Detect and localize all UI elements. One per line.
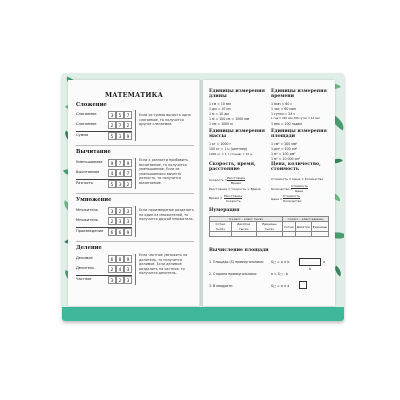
unit-line: 1 м² = 100 дм² [271,152,296,156]
digit-cell: 3 [108,276,116,284]
formula-numerator: Расстояние [227,176,246,180]
rule-note: Если произведение разделить на один из множителей, то получится другой множитель. [139,208,194,222]
row-label: Разность [76,181,94,185]
unit-line: 1 дм = 10 см [209,107,231,111]
divider [135,158,136,189]
formula-denominator: Цена [295,189,303,193]
formula-lhs: Количество = [271,187,293,191]
row-label: Вычитаемое [76,170,100,174]
class-header: I класс – класс единиц [283,217,329,222]
digit-cell: 9 [124,228,132,236]
table-row [76,159,134,168]
divider [135,110,136,141]
digit-cell: 9 [108,159,116,167]
digit-cell: 9 [124,132,132,140]
unit-line: 1 век = 100 годам [271,122,302,126]
digit-cell: 2 [116,276,124,284]
formula-numerator: Расстояние [224,194,243,198]
unit-line: 1 дм² = 100 см² [271,147,298,151]
section-title-area-units: Единицы измерения площади [271,129,327,140]
row-label: Слагаемое [76,112,97,116]
digit-cell: 7 [124,111,132,119]
formula-denominator: Скорость [226,199,241,203]
divider [135,254,136,285]
digit-cell: 7 [124,169,132,177]
left-page [68,80,200,306]
row-label: Множитель [76,218,98,222]
table-row [76,276,134,285]
area-item: 2. Сторона прямоугольника: [209,272,258,276]
section-title-price: Цена, количество, стоимость [271,162,321,173]
unit-line: 1000 кг = 1 т (тонна) = 10 ц [209,152,253,156]
digit-cell: 3 [116,217,124,225]
section-title-multiplication: Умножение [76,197,112,203]
rank-cell: Десятки тысяч [231,222,256,232]
digit-cell: 2 [108,121,116,129]
formula-lhs: Скорость = [209,178,228,182]
digit-cell: 2 [108,265,116,273]
unit-line: 1 сутки = 24 ч [271,112,296,116]
section-title-time: Единицы измерения времени [271,89,327,100]
empty-cell [256,232,282,237]
sum-rule [76,227,132,228]
square-figure [299,281,307,289]
row-label: Сумма [76,133,89,137]
class-header: II класс – класс тысяч [210,217,283,222]
digit-cell: 4 [116,169,124,177]
digit-cell: 3 [116,180,124,188]
unit-line: 1 кг = 1000 г [209,142,232,146]
section-title-length: Единицы измерения длины [209,89,265,100]
unit-line: 1 мин = 60 с [271,102,293,106]
section-title-addition: Сложение [76,102,107,108]
digit-cell: 8 [116,255,124,263]
formula-numerator: Стоимость [291,184,308,188]
digit-cell: 3 [124,217,132,225]
digit-cell: 2 [124,180,132,188]
digit-cell: 5 [116,111,124,119]
digit-cell: 3 [124,207,132,215]
empty-cell [231,232,256,237]
table-row [76,255,134,264]
digit-cell: 2 [108,217,116,225]
digit-cell: 3 [108,207,116,215]
formula-lhs: Время = [209,196,223,200]
unit-line: 1 м = 10 дм [209,112,229,116]
rect-side-label: a [323,260,325,264]
digit-cell: 7 [116,159,124,167]
row-label: Уменьшаемое [76,160,103,164]
empty-cell [311,232,328,237]
rule-note: Если из суммы вычесть одно слагаемое, то получится другое слагаемое. [139,113,191,127]
divider [76,193,194,194]
digit-cell: 3 [124,276,132,284]
empty-cell [295,232,311,237]
rank-cell: Единицы тысяч [256,222,282,232]
rule-note: Если частное умножить на делитель, то получится делимое. Если делимое разделить на частное, то получится делитель. [139,253,188,276]
table-row [76,111,134,120]
section-title-subtraction: Вычитание [76,149,111,155]
table-row [76,228,134,237]
table-row [76,132,134,141]
unit-line: 1 см² = 100 мм² [271,142,298,146]
cover-band [62,307,344,321]
rank-cell: Единицы [311,222,328,232]
digit-cell: 5 [108,132,116,140]
digit-cell: 3 [116,132,124,140]
unit-line: 1 км = 1000 м [209,122,233,126]
formula-denominator: Количество [283,199,302,203]
row-label: Множитель [76,208,98,212]
empty-cell [210,232,232,237]
digit-cell: 9 [124,159,132,167]
table-row [76,121,134,130]
divider [76,241,194,242]
section-title-mass: Единицы измерения массы [209,129,265,140]
table-row [76,217,134,226]
sum-rule [76,131,132,132]
divider [76,145,194,146]
digit-cell: 9 [124,255,132,263]
section-title-speed: Скорость, время, расстояние [209,162,256,173]
row-label: Делитель [76,266,95,270]
digit-cell: 2 [124,121,132,129]
digit-cell: 3 [108,111,116,119]
empty-cell [283,232,296,237]
digit-cell: 3 [124,265,132,273]
divider [135,206,136,237]
sum-rule [76,179,132,180]
unit-line: 1 год = 365 или 366 суток = 12 мес [271,117,320,120]
rule-note: Если к разности прибавить вычитаемое, то получится уменьшаемое. Если из уменьшаемого вычесть разность, то получится вычитаемое. [139,158,188,185]
row-label: Произведение [76,229,104,233]
section-title-numeration: Нумерация [209,208,240,213]
page-title: МАТЕМАТИКА [105,91,163,99]
digit-cell: 6 [116,228,124,236]
section-title-area-calc: Вычисление площади [209,248,269,253]
table-row [76,169,134,178]
unit-line: 1 м = 100 см = 1000 мм [209,117,250,121]
area-formula: S□ = a × b [271,260,290,264]
section-title-division: Деление [76,245,102,251]
unit-line: 1 м² = 10 000 см² [271,157,301,161]
area-formula: a = S□ : b [271,272,288,276]
rank-cell: Десятки [295,222,311,232]
digit-cell: 4 [108,169,116,177]
table-row [76,180,134,189]
row-label: Делимое [76,256,93,260]
rank-cell: Сотни тысяч [210,222,232,232]
formula: Расстояние = Скорость × Время [209,187,261,191]
unit-line: 1 час = 60 мин [271,107,296,111]
area-formula: S□ = a × a [271,284,290,288]
formula-denominator: Время [231,181,241,185]
formula: Стоимость = Цена × Количество [271,177,324,181]
digit-cell: 7 [116,121,124,129]
digit-cell: 4 [116,265,124,273]
digit-cell: 5 [108,180,116,188]
formula-lhs: Цена = [271,197,283,201]
rectangle-figure [299,258,321,266]
unit-line: 100 кг = 1 ц (центнер) [209,147,248,151]
table-row [76,207,134,216]
sum-rule [76,275,132,276]
rect-side-label: b [309,267,312,271]
unit-line: 1 см = 10 мм [209,102,231,106]
formula-numerator: Стоимость [283,194,300,198]
area-item: 1. Площадь (S) прямоугольника: [209,260,264,264]
digit-cell: 2 [116,207,124,215]
row-label: Частное [76,277,92,281]
right-page [203,80,335,306]
rank-cell: Сотни [283,222,296,232]
row-label: Слагаемое [76,122,97,126]
table-row [76,265,134,274]
area-item: 3. В квадрате: [209,284,234,288]
digit-cell: 6 [108,228,116,236]
numeration-table [209,216,329,237]
digit-cell: 6 [108,255,116,263]
